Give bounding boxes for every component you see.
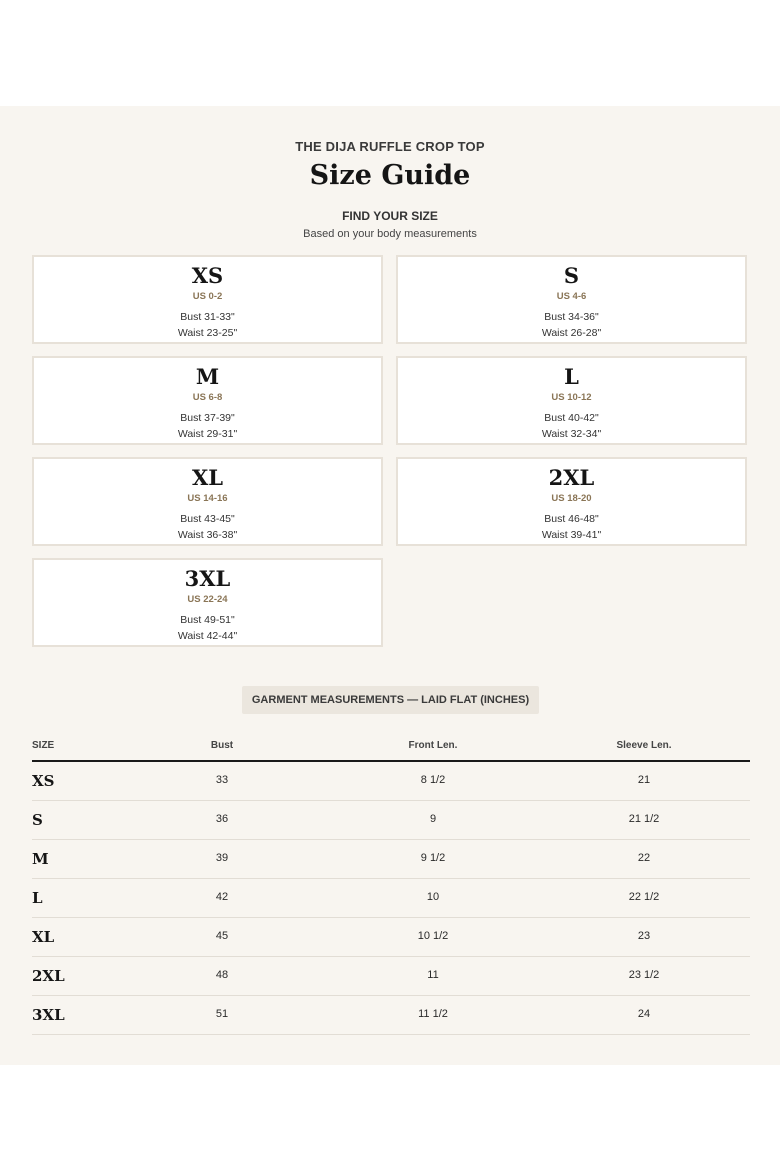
size-card-3xl — [32, 558, 383, 647]
size-card-2xl — [396, 457, 747, 546]
row-size: 2XL — [32, 967, 65, 985]
table-row — [32, 996, 750, 1035]
bust-range: Bust 43-45" — [180, 513, 235, 525]
bust-range: Bust 49-51" — [180, 614, 235, 626]
size-label: XS — [191, 263, 224, 288]
find-size-heading: FIND YOUR SIZE — [342, 209, 438, 223]
row-bust: 39 — [215, 852, 229, 864]
size-card-xl — [32, 457, 383, 546]
waist-range: Waist 36-38" — [177, 529, 238, 541]
garment-measurements-label: GARMENT MEASUREMENTS — LAID FLAT (INCHES) — [242, 686, 539, 714]
bust-range: Bust 40-42" — [544, 412, 599, 424]
page-title: Size Guide — [309, 160, 471, 191]
column-header-size: SIZE — [32, 740, 55, 751]
waist-range: Waist 29-31" — [177, 428, 238, 440]
row-sleeve-length: 22 — [637, 852, 651, 864]
size-guide-panel — [0, 106, 780, 1065]
row-sleeve-length: 21 — [637, 774, 651, 786]
measurements-table-header — [32, 734, 750, 762]
size-label: M — [195, 364, 220, 389]
table-row — [32, 840, 750, 879]
row-size: M — [32, 850, 49, 868]
us-size: US 14-16 — [187, 493, 228, 504]
size-label: 3XL — [184, 566, 231, 591]
table-row — [32, 957, 750, 996]
size-card-s — [396, 255, 747, 344]
us-size: US 4-6 — [556, 291, 587, 302]
size-card-xs — [32, 255, 383, 344]
bust-range: Bust 37-39" — [180, 412, 235, 424]
product-name: THE DIJA RUFFLE CROP TOP — [295, 139, 485, 154]
us-size: US 18-20 — [551, 493, 592, 504]
find-size-subtitle: Based on your body measurements — [303, 228, 477, 240]
row-sleeve-length: 21 1/2 — [628, 813, 660, 825]
row-sleeve-length: 22 1/2 — [628, 891, 660, 903]
row-bust: 48 — [215, 969, 229, 981]
row-sleeve-length: 24 — [637, 1008, 651, 1020]
waist-range: Waist 32-34" — [541, 428, 602, 440]
row-front-length: 9 1/2 — [420, 852, 446, 864]
row-sleeve-length: 23 1/2 — [628, 969, 660, 981]
row-size: L — [32, 889, 43, 907]
row-front-length: 8 1/2 — [420, 774, 446, 786]
size-label: S — [563, 263, 580, 288]
waist-range: Waist 42-44" — [177, 630, 238, 642]
row-bust: 36 — [215, 813, 229, 825]
row-front-length: 10 — [426, 891, 440, 903]
table-row — [32, 801, 750, 840]
us-size: US 0-2 — [192, 291, 223, 302]
size-card-l — [396, 356, 747, 445]
row-size: XL — [32, 928, 55, 946]
size-label: 2XL — [548, 465, 595, 490]
row-size: XS — [32, 772, 55, 790]
column-header-sleeve-length: Sleeve Len. — [616, 740, 672, 751]
us-size: US 10-12 — [551, 392, 592, 403]
row-size: S — [32, 811, 43, 829]
row-bust: 51 — [215, 1008, 229, 1020]
size-card-m — [32, 356, 383, 445]
table-row — [32, 762, 750, 801]
column-header-front-length: Front Len. — [408, 740, 458, 751]
row-bust: 33 — [215, 774, 229, 786]
bust-range: Bust 34-36" — [544, 311, 599, 323]
row-front-length: 10 1/2 — [417, 930, 449, 942]
size-label: XL — [191, 465, 224, 490]
waist-range: Waist 26-28" — [541, 327, 602, 339]
row-bust: 42 — [215, 891, 229, 903]
row-front-length: 11 — [427, 969, 439, 981]
table-row — [32, 879, 750, 918]
waist-range: Waist 23-25" — [177, 327, 238, 339]
row-sleeve-length: 23 — [637, 930, 651, 942]
bust-range: Bust 46-48" — [544, 513, 599, 525]
bust-range: Bust 31-33" — [180, 311, 235, 323]
row-size: 3XL — [32, 1006, 65, 1024]
column-header-bust: Bust — [210, 740, 234, 751]
waist-range: Waist 39-41" — [541, 529, 602, 541]
table-row — [32, 918, 750, 957]
row-front-length: 11 1/2 — [418, 1008, 448, 1020]
size-label: L — [564, 364, 579, 389]
row-front-length: 9 — [429, 813, 437, 825]
row-bust: 45 — [215, 930, 229, 942]
us-size: US 6-8 — [192, 392, 223, 403]
us-size: US 22-24 — [187, 594, 228, 605]
